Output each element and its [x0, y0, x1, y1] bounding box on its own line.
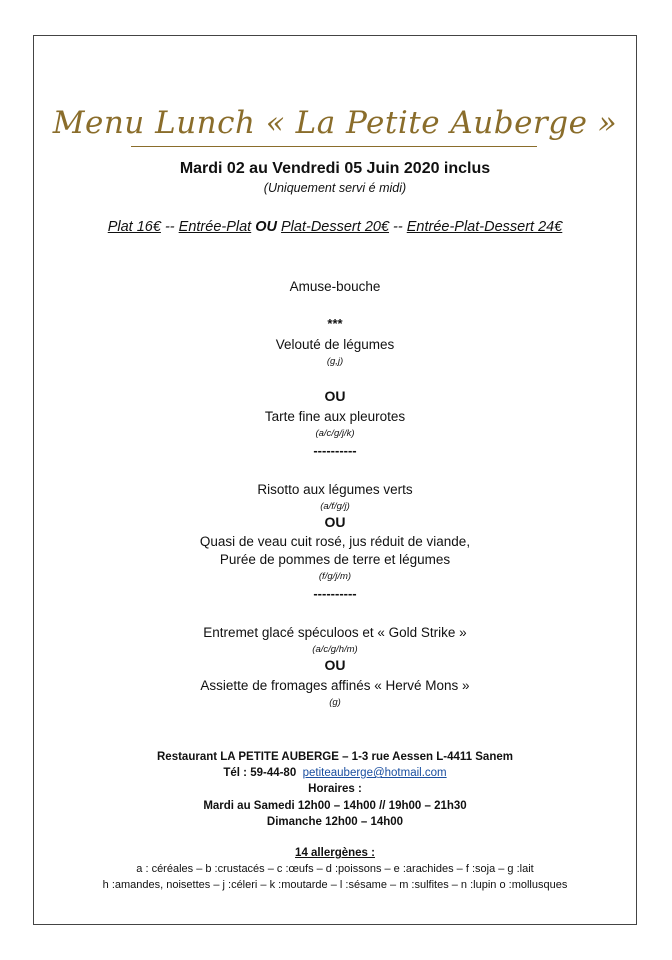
email-link[interactable]: petiteauberge@hotmail.com — [302, 767, 447, 779]
starter-1: Velouté de légumes — [275, 337, 395, 352]
allergens-line-2: h :amandes, noisettes – j :céleri – k :moutarde – l :sésame – m :sulfites – n :lupin o :mollusques — [102, 879, 568, 891]
hours-title: Horaires : — [308, 783, 362, 795]
title-underline — [131, 146, 537, 147]
price-entree-plat: Entrée-Plat — [178, 219, 252, 235]
menu-title: Menu Lunch « La Petite Auberge » — [52, 105, 618, 141]
price-full-menu: Entrée-Plat-Dessert 24€ — [406, 219, 563, 235]
dessert-1-allergens: (a/c/g/h/m) — [312, 644, 358, 655]
dessert-2-allergens: (g) — [329, 697, 341, 708]
price-plat: Plat 16€ — [107, 219, 161, 235]
phone-number: Tél : 59-44-80 — [223, 767, 297, 779]
amuse-bouche: Amuse-bouche — [289, 279, 381, 294]
stars-divider: *** — [327, 316, 343, 331]
price-line — [33, 219, 637, 235]
main-2-line-2: Purée de pommes de terre et légumes — [219, 552, 451, 567]
divider-1: ---------- — [313, 443, 357, 458]
menu-document — [33, 35, 637, 925]
starter-1-allergens: (g,j) — [326, 356, 344, 367]
price-separator: -- — [160, 219, 179, 235]
dessert-2: Assiette de fromages affinés « Hervé Mons » — [200, 678, 470, 693]
hours-sunday: Dimanche 12h00 – 14h00 — [266, 816, 404, 828]
main-1-allergens: (a/f/g/j) — [320, 501, 350, 512]
main-1: Risotto aux légumes verts — [257, 482, 413, 497]
allergens-title: 14 allergènes : — [295, 847, 375, 859]
ou-2: OU — [324, 514, 346, 530]
ou-3: OU — [324, 657, 346, 673]
starter-2: Tarte fine aux pleurotes — [264, 409, 406, 424]
price-separator: -- — [389, 219, 407, 235]
starter-2-allergens: (a/c/g/j/k) — [315, 428, 355, 439]
menu-dates: Mardi 02 au Vendredi 05 Juin 2020 inclus — [179, 160, 491, 177]
divider-2: ---------- — [313, 586, 357, 601]
allergens-line-1: a : céréales – b :crustacés – c :œufs – d :poissons – e :arachides – f :soja – g :lait — [136, 863, 534, 875]
price-plat-dessert: Plat-Dessert 20€ — [281, 219, 390, 235]
main-2-line-1: Quasi de veau cuit rosé, jus réduit de viande, — [199, 534, 471, 549]
contact-line — [33, 767, 637, 779]
served-note: (Uniquement servi é midi) — [263, 181, 407, 195]
dessert-1: Entremet glacé spéculoos et « Gold Strike » — [203, 625, 467, 640]
hours-weekdays: Mardi au Samedi 12h00 – 14h00 // 19h00 – 21h30 — [203, 800, 467, 812]
main-2-allergens: (f/g/j/m) — [318, 571, 352, 582]
restaurant-address: Restaurant LA PETITE AUBERGE – 1-3 rue Aessen L-4411 Sanem — [157, 751, 513, 763]
ou-1: OU — [324, 388, 346, 404]
price-ou: OU — [251, 219, 282, 235]
